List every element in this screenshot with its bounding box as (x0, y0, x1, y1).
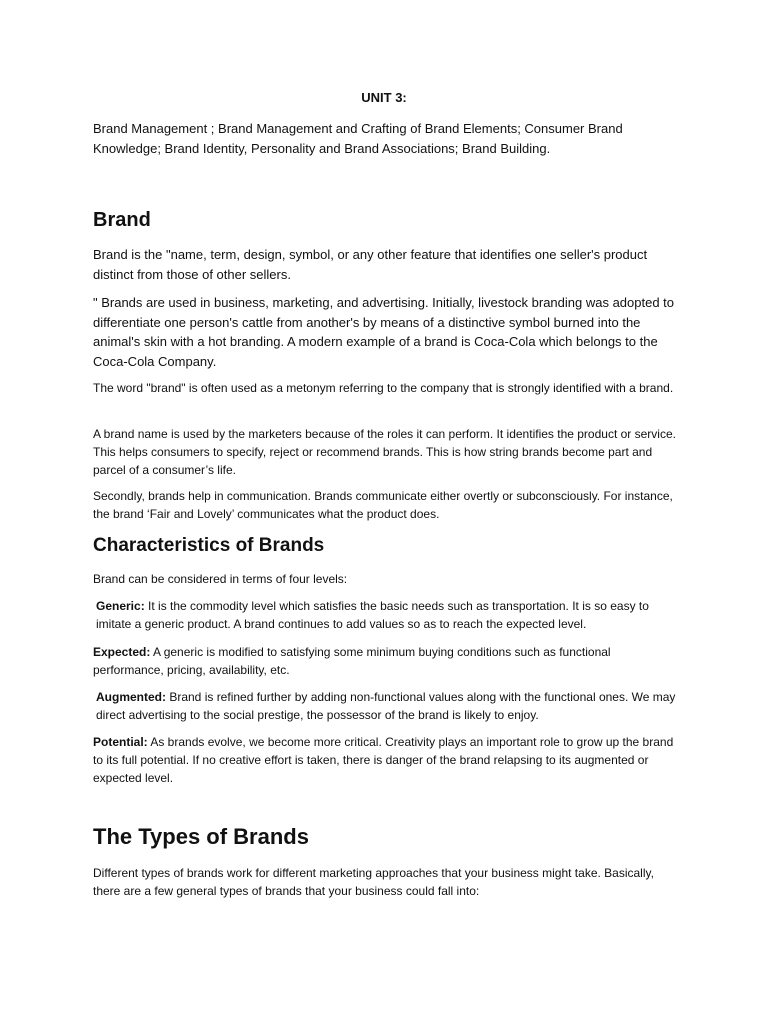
level-text: Brand is refined further by adding non-functional values along with the functional ones. We may direct advertising to the social prestige, the possessor of the brand is likely to enjoy. (96, 690, 676, 722)
characteristics-intro: Brand can be considered in terms of four levels: (93, 572, 348, 586)
unit-topics: Brand Management ; Brand Management and Crafting of Brand Elements; Consumer Brand Knowledge; Brand Identity, Personality and Brand Associations; Brand Building. (93, 121, 623, 156)
brand-definition: Brand is the "name, term, design, symbol, or any other feature that identifies one seller's product distinct from those of other sellers. (93, 247, 648, 282)
level-text: As brands evolve, we become more critical. Creativity plays an important role to grow up the brand to its full potential. If no creative effort is taken, there is danger of the brand relapsing to its augmented or expected level. (93, 735, 674, 785)
brand-history: " Brands are used in business, marketing, and advertising. Initially, livestock branding was adopted to differentiate one person's cattle from another's by means of a distinctive symbol burned into the animal's skin with a hot branding. A modern example of a brand is Coca-Cola which belongs to the Coca-Cola Company. (93, 295, 675, 369)
level-text: A generic is modified to satisfying some minimum buying conditions such as functional performance, pricing, availability, etc. (93, 645, 611, 677)
brand-metonym: The word "brand" is often used as a metonym referring to the company that is strongly identified with a brand. (93, 381, 674, 395)
level-augmented (96, 688, 681, 724)
types-heading: The Types of Brands (93, 824, 309, 849)
level-term: Potential: (93, 735, 148, 749)
level-text: It is the commodity level which satisfies the basic needs such as transportation. It is so easy to imitate a generic product. A brand continues to add values so as to reach the expected level. (96, 599, 649, 631)
types-intro: Different types of brands work for different marketing approaches that your business might take. Basically, there are a few general types of brands that your business could fall into: (93, 866, 654, 898)
level-term: Augmented: (96, 690, 166, 704)
level-term: Generic: (96, 599, 145, 613)
level-term: Expected: (93, 645, 151, 659)
brand-heading: Brand (93, 209, 151, 231)
level-generic (96, 597, 681, 633)
level-potential (93, 733, 678, 787)
brand-name-roles: A brand name is used by the marketers because of the roles it can perform. It identifies the product or service. This helps consumers to specify, reject or recommend brands. This is how string brands become part and parcel of a consumer’s life. (93, 427, 676, 477)
characteristics-heading: Characteristics of Brands (93, 535, 325, 556)
brand-communication: Secondly, brands help in communication. Brands communicate either overtly or subconsciously. For instance, the brand ‘Fair and Lovely’ communicates what the product does. (93, 489, 673, 521)
level-expected (93, 643, 678, 679)
unit-title: UNIT 3: (361, 90, 407, 105)
